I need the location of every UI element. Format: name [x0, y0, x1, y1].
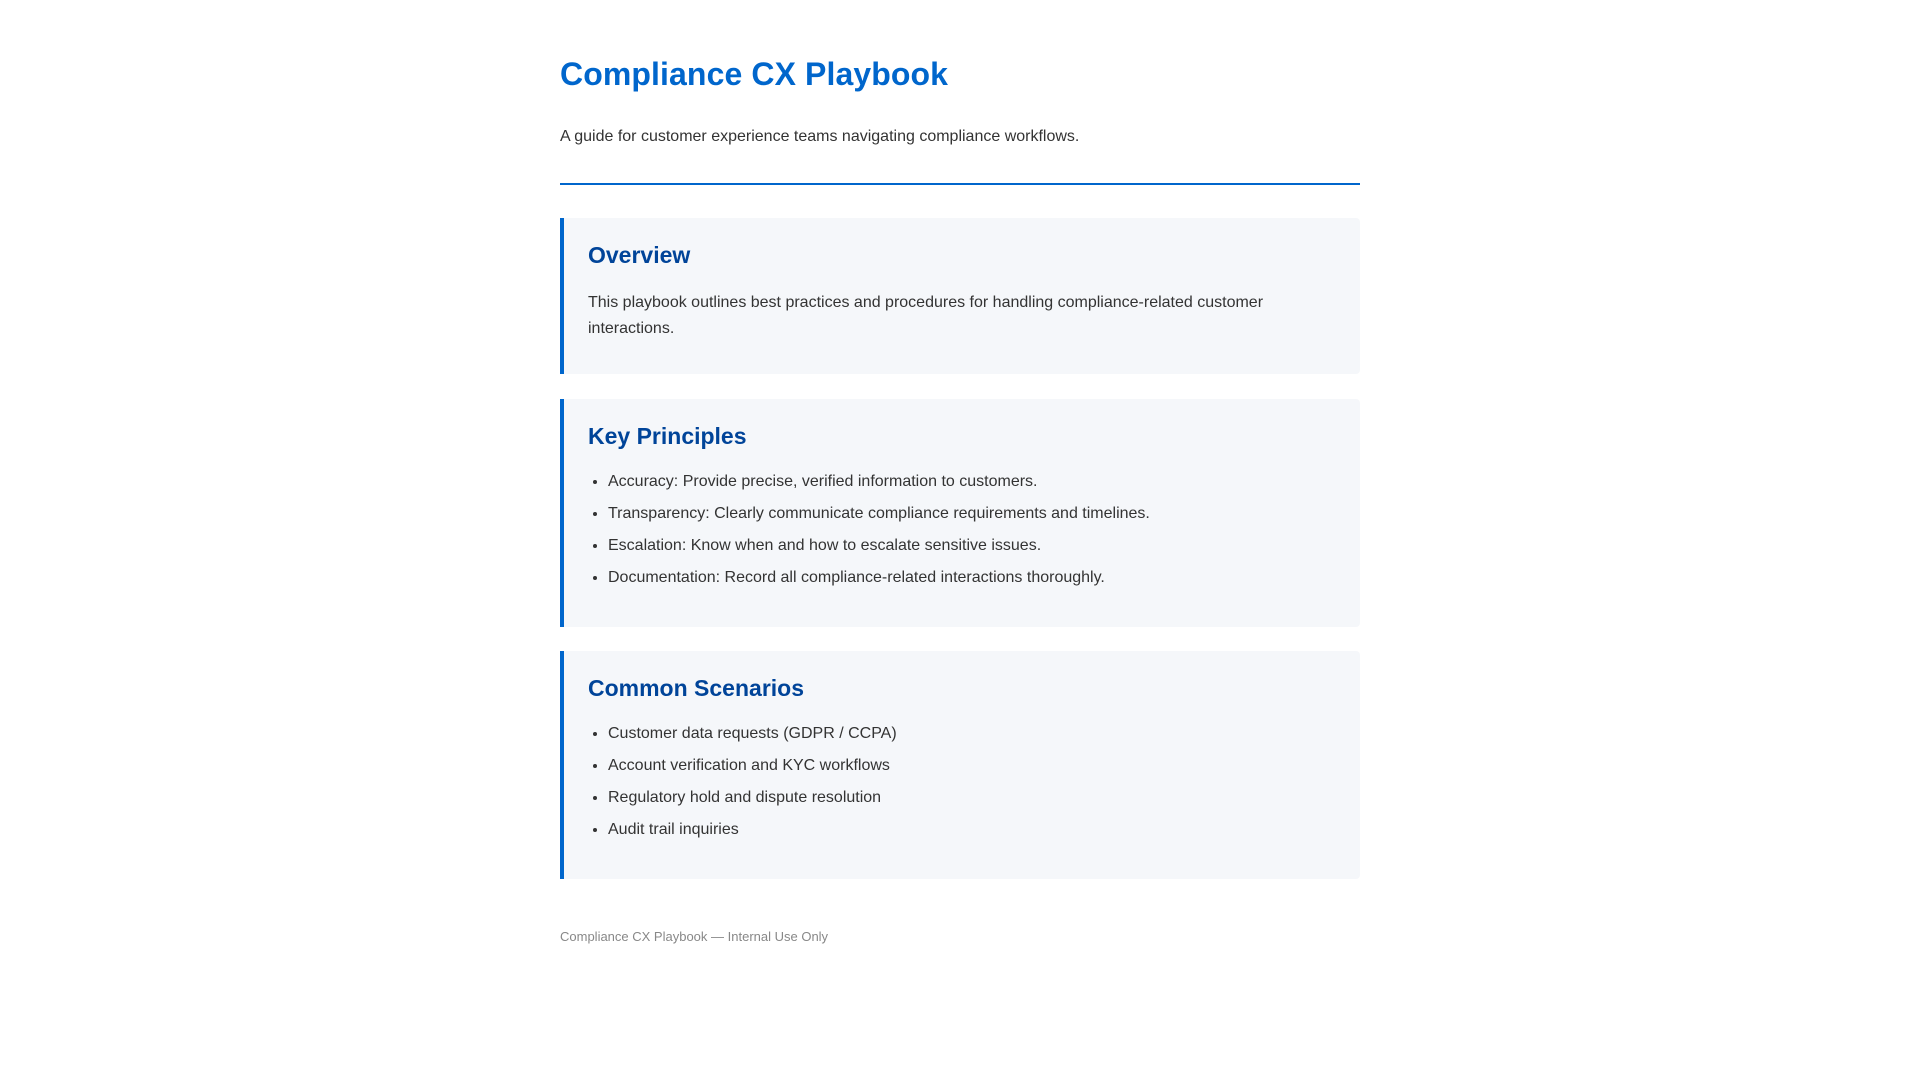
- section-heading: Key Principles: [588, 423, 747, 449]
- scenarios-list: [588, 723, 1336, 841]
- section-body: This playbook outlines best practices and procedures for handling compliance-related customer interactions.: [588, 294, 1264, 337]
- list-item: • Escalation: Know when and how to escalate sensitive issues.: [608, 535, 1336, 557]
- section-heading: Overview: [588, 242, 691, 268]
- section-common-scenarios: [560, 651, 1360, 879]
- page-subtitle: A guide for customer experience teams navigating compliance workflows.: [560, 128, 1080, 145]
- page-title: Compliance CX Playbook: [560, 56, 949, 92]
- list-item: • Audit trail inquiries: [608, 819, 1336, 841]
- principles-list: [588, 471, 1336, 589]
- list-item: • Account verification and KYC workflows: [608, 755, 1336, 777]
- list-item: • Documentation: Record all compliance-related interactions thoroughly.: [608, 567, 1336, 589]
- section-key-principles: [560, 399, 1360, 627]
- list-item: • Customer data requests (GDPR / CCPA): [608, 723, 1336, 745]
- list-item: • Regulatory hold and dispute resolution: [608, 787, 1336, 809]
- list-item: • Accuracy: Provide precise, verified information to customers.: [608, 471, 1336, 493]
- section-overview: [560, 218, 1360, 374]
- page-footer: Compliance CX Playbook — Internal Use Only: [560, 929, 829, 944]
- list-item: • Transparency: Clearly communicate compliance requirements and timelines.: [608, 503, 1336, 525]
- section-heading: Common Scenarios: [588, 675, 804, 701]
- header-divider: [560, 183, 1360, 185]
